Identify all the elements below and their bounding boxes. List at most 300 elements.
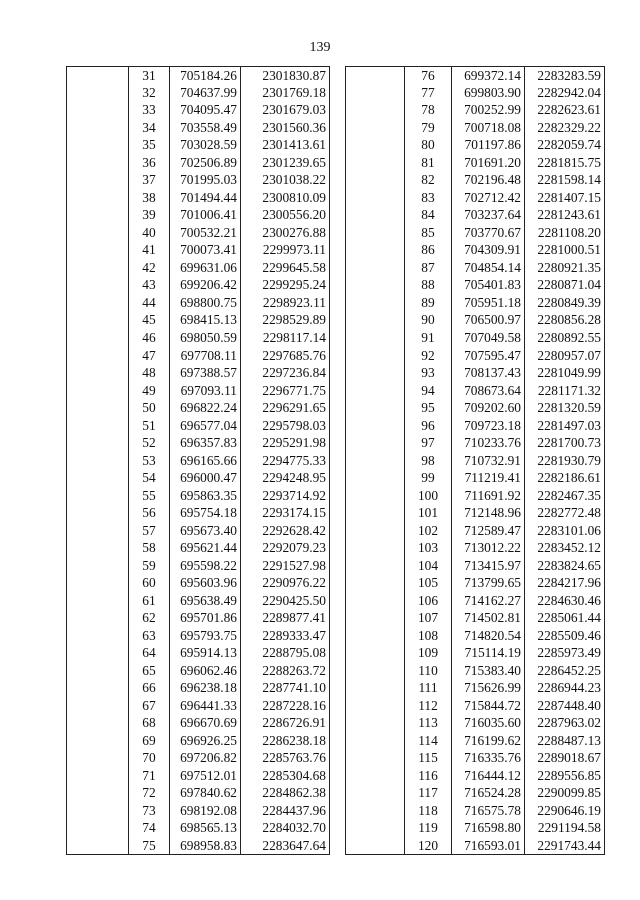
right-point-id: 95 <box>421 400 435 416</box>
left-y-coordinate: 2288795.08 <box>241 645 330 663</box>
left-y-coordinate: 2284437.96 <box>241 802 330 820</box>
right-empty-cell <box>346 207 405 225</box>
right-x-coordinate: 705951.18 <box>452 294 525 312</box>
right-x-coordinate: 711691.92 <box>452 487 525 505</box>
left-x-coordinate: 698050.59 <box>170 329 241 347</box>
right-point-id: 84 <box>421 207 435 223</box>
right-y-coordinate: 2291194.58 <box>525 820 605 838</box>
right-point-id: 120 <box>405 837 452 855</box>
right-y-coordinate: 2282329.22 <box>525 119 605 137</box>
right-empty-cell <box>346 627 405 645</box>
right-empty-cell <box>346 469 405 487</box>
table-row <box>67 294 605 312</box>
left-y-coordinate: 2286726.91 <box>241 715 330 733</box>
left-x-coordinate: 701995.03 <box>170 172 241 190</box>
right-empty-cell <box>346 609 405 627</box>
left-point-id: 64 <box>142 645 156 661</box>
column-gap <box>330 102 346 120</box>
column-gap <box>330 539 346 557</box>
column-gap <box>330 417 346 435</box>
coordinate-table-body <box>67 67 605 855</box>
right-point-id: 90 <box>421 312 435 328</box>
column-gap <box>330 557 346 575</box>
right-empty-cell <box>346 382 405 400</box>
table-row <box>67 329 605 347</box>
table-row <box>67 539 605 557</box>
left-empty-cell <box>67 732 129 750</box>
table-row <box>67 732 605 750</box>
coordinate-table <box>66 66 605 855</box>
left-y-coordinate: 2300276.88 <box>241 224 330 242</box>
right-point-id: 114 <box>418 732 438 748</box>
table-row <box>67 697 605 715</box>
table-row <box>67 154 605 172</box>
left-x-coordinate: 696000.47 <box>170 469 241 487</box>
left-x-coordinate: 696062.46 <box>170 662 241 680</box>
column-gap <box>330 785 346 803</box>
right-empty-cell <box>346 680 405 698</box>
table-row <box>67 347 605 365</box>
right-point-id: 97 <box>421 435 435 451</box>
right-x-coordinate: 708137.43 <box>452 364 525 382</box>
left-point-id: 38 <box>142 189 156 205</box>
column-gap <box>330 522 346 540</box>
left-point-id: 54 <box>142 470 156 486</box>
table-row <box>67 259 605 277</box>
left-x-coordinate: 698192.08 <box>170 802 241 820</box>
left-empty-cell <box>67 382 129 400</box>
left-empty-cell <box>67 539 129 557</box>
table-row <box>67 767 605 785</box>
left-y-coordinate: 2293714.92 <box>241 487 330 505</box>
left-y-coordinate: 2290976.22 <box>241 574 330 592</box>
left-x-coordinate: 696441.33 <box>170 697 241 715</box>
right-point-id: 77 <box>421 84 435 100</box>
column-gap <box>330 347 346 365</box>
left-point-id: 32 <box>142 84 156 100</box>
right-x-coordinate: 713012.22 <box>452 539 525 557</box>
left-empty-cell <box>67 592 129 610</box>
table-row <box>67 312 605 330</box>
right-empty-cell <box>346 242 405 260</box>
right-x-coordinate: 701691.20 <box>452 154 525 172</box>
right-empty-cell <box>346 750 405 768</box>
left-x-coordinate: 703558.49 <box>170 119 241 137</box>
left-point-id: 44 <box>142 294 156 310</box>
left-point-id: 63 <box>142 627 156 643</box>
right-y-coordinate: 2282942.04 <box>525 84 605 102</box>
table-row <box>67 680 605 698</box>
left-point-id: 37 <box>142 172 156 188</box>
left-x-coordinate: 697840.62 <box>170 785 241 803</box>
right-x-coordinate: 709723.18 <box>452 417 525 435</box>
left-y-coordinate: 2289333.47 <box>241 627 330 645</box>
left-x-coordinate: 696926.25 <box>170 732 241 750</box>
right-x-coordinate: 701197.86 <box>452 137 525 155</box>
column-gap <box>330 364 346 382</box>
table-row <box>67 207 605 225</box>
left-empty-cell <box>67 697 129 715</box>
left-point-id: 66 <box>142 680 156 696</box>
right-x-coordinate: 715626.99 <box>452 680 525 698</box>
left-empty-cell <box>67 645 129 663</box>
right-point-id: 78 <box>421 102 435 118</box>
left-x-coordinate: 695673.40 <box>170 522 241 540</box>
right-x-coordinate: 710732.91 <box>452 452 525 470</box>
right-point-id: 91 <box>421 329 435 345</box>
right-x-coordinate: 716524.28 <box>452 785 525 803</box>
left-y-coordinate: 2298923.11 <box>241 294 330 312</box>
right-x-coordinate: 699803.90 <box>452 84 525 102</box>
left-point-id: 33 <box>142 102 156 118</box>
right-y-coordinate: 2283824.65 <box>525 557 605 575</box>
table-row <box>67 469 605 487</box>
right-empty-cell <box>346 172 405 190</box>
right-point-id: 111 <box>418 680 438 696</box>
right-x-coordinate: 712589.47 <box>452 522 525 540</box>
left-y-coordinate: 2301679.03 <box>241 102 330 120</box>
left-point-id: 69 <box>142 732 156 748</box>
left-empty-cell <box>67 347 129 365</box>
right-point-id: 82 <box>421 172 435 188</box>
left-y-coordinate: 2299295.24 <box>241 277 330 295</box>
right-point-id: 83 <box>421 189 435 205</box>
table-row <box>67 609 605 627</box>
left-x-coordinate: 695754.18 <box>170 504 241 522</box>
right-empty-cell <box>346 557 405 575</box>
left-point-id: 59 <box>142 557 156 573</box>
left-point-id: 71 <box>142 767 156 783</box>
left-y-coordinate: 2292628.42 <box>241 522 330 540</box>
right-y-coordinate: 2281497.03 <box>525 417 605 435</box>
column-gap <box>330 119 346 137</box>
right-x-coordinate: 714502.81 <box>452 609 525 627</box>
right-y-coordinate: 2281930.79 <box>525 452 605 470</box>
left-x-coordinate: 695603.96 <box>170 574 241 592</box>
table-row <box>67 224 605 242</box>
left-x-coordinate: 700532.21 <box>170 224 241 242</box>
right-y-coordinate: 2280871.04 <box>525 277 605 295</box>
right-y-coordinate: 2280892.55 <box>525 329 605 347</box>
column-gap <box>330 802 346 820</box>
right-x-coordinate: 704854.14 <box>452 259 525 277</box>
right-point-id: 110 <box>418 662 438 678</box>
right-empty-cell <box>346 662 405 680</box>
right-empty-cell <box>346 224 405 242</box>
left-empty-cell <box>67 574 129 592</box>
left-empty-cell <box>67 417 129 435</box>
column-gap <box>330 434 346 452</box>
right-point-id: 89 <box>421 294 435 310</box>
right-point-id: 100 <box>417 487 439 503</box>
column-gap <box>330 592 346 610</box>
column-gap <box>330 399 346 417</box>
right-x-coordinate: 707049.58 <box>452 329 525 347</box>
left-y-coordinate: 2301239.65 <box>241 154 330 172</box>
table-row <box>67 785 605 803</box>
left-x-coordinate: 698415.13 <box>170 312 241 330</box>
column-gap <box>330 487 346 505</box>
right-y-coordinate: 2281320.59 <box>525 399 605 417</box>
left-x-coordinate: 705184.26 <box>170 67 241 85</box>
left-x-coordinate: 696577.04 <box>170 417 241 435</box>
left-y-coordinate: 2295291.98 <box>241 434 330 452</box>
left-y-coordinate: 2299973.11 <box>241 242 330 260</box>
left-empty-cell <box>67 399 129 417</box>
left-x-coordinate: 699631.06 <box>170 259 241 277</box>
column-gap <box>330 259 346 277</box>
left-y-coordinate: 2287741.10 <box>241 680 330 698</box>
left-x-coordinate: 697388.57 <box>170 364 241 382</box>
right-empty-cell <box>346 715 405 733</box>
right-y-coordinate: 2282467.35 <box>525 487 605 505</box>
right-x-coordinate: 709202.60 <box>452 399 525 417</box>
left-empty-cell <box>67 364 129 382</box>
right-empty-cell <box>346 504 405 522</box>
right-empty-cell <box>346 645 405 663</box>
column-gap <box>330 469 346 487</box>
left-empty-cell <box>67 312 129 330</box>
right-y-coordinate: 2287963.02 <box>525 715 605 733</box>
table-row <box>67 277 605 295</box>
left-empty-cell <box>67 802 129 820</box>
left-x-coordinate: 701006.41 <box>170 207 241 225</box>
left-x-coordinate: 701494.44 <box>170 189 241 207</box>
right-x-coordinate: 714820.54 <box>452 627 525 645</box>
right-y-coordinate: 2281700.73 <box>525 434 605 452</box>
right-x-coordinate: 716598.80 <box>452 820 525 838</box>
right-point-id: 116 <box>418 767 438 783</box>
right-y-coordinate: 2286944.23 <box>525 680 605 698</box>
left-point-id: 35 <box>142 137 156 153</box>
left-x-coordinate: 698565.13 <box>170 820 241 838</box>
right-point-id: 107 <box>417 610 439 626</box>
left-y-coordinate: 2301830.87 <box>241 67 330 85</box>
left-y-coordinate: 2296291.65 <box>241 399 330 417</box>
right-x-coordinate: 715383.40 <box>452 662 525 680</box>
left-point-id: 52 <box>142 435 156 451</box>
right-empty-cell <box>346 837 405 855</box>
left-x-coordinate: 695638.49 <box>170 592 241 610</box>
right-point-id: 98 <box>421 452 435 468</box>
table-row <box>67 522 605 540</box>
table-row <box>67 137 605 155</box>
right-y-coordinate: 2283452.12 <box>525 539 605 557</box>
page-number: 139 <box>309 40 331 55</box>
right-y-coordinate: 2281815.75 <box>525 154 605 172</box>
right-y-coordinate: 2282186.61 <box>525 469 605 487</box>
left-empty-cell <box>67 680 129 698</box>
left-empty-cell <box>67 820 129 838</box>
left-x-coordinate: 696670.69 <box>170 715 241 733</box>
left-point-id: 61 <box>142 592 156 608</box>
table-row <box>67 189 605 207</box>
right-x-coordinate: 702712.42 <box>452 189 525 207</box>
left-y-coordinate: 2295798.03 <box>241 417 330 435</box>
column-gap <box>330 154 346 172</box>
left-empty-cell <box>67 487 129 505</box>
left-x-coordinate: 700073.41 <box>170 242 241 260</box>
left-empty-cell <box>67 224 129 242</box>
right-y-coordinate: 2281108.20 <box>525 224 605 242</box>
left-point-id: 55 <box>142 487 156 503</box>
right-point-id: 92 <box>421 347 435 363</box>
right-x-coordinate: 700252.99 <box>452 102 525 120</box>
right-empty-cell <box>346 154 405 172</box>
left-y-coordinate: 2301560.36 <box>241 119 330 137</box>
right-y-coordinate: 2290646.19 <box>525 802 605 820</box>
right-empty-cell <box>346 592 405 610</box>
left-y-coordinate: 2290425.50 <box>241 592 330 610</box>
right-y-coordinate: 2280856.28 <box>525 312 605 330</box>
table-row <box>67 837 605 855</box>
left-empty-cell <box>67 452 129 470</box>
column-gap <box>330 277 346 295</box>
right-y-coordinate: 2280849.39 <box>525 294 605 312</box>
right-x-coordinate: 703770.67 <box>452 224 525 242</box>
left-point-id: 53 <box>142 452 156 468</box>
left-y-coordinate: 2301038.22 <box>241 172 330 190</box>
column-gap <box>330 84 346 102</box>
left-empty-cell <box>67 715 129 733</box>
left-y-coordinate: 2288263.72 <box>241 662 330 680</box>
table-row <box>67 452 605 470</box>
right-y-coordinate: 2285509.46 <box>525 627 605 645</box>
right-point-id: 118 <box>418 802 438 818</box>
right-empty-cell <box>346 329 405 347</box>
right-point-id: 117 <box>418 785 438 801</box>
left-y-coordinate: 2291527.98 <box>241 557 330 575</box>
right-x-coordinate: 712148.96 <box>452 504 525 522</box>
right-x-coordinate: 703237.64 <box>452 207 525 225</box>
right-point-id: 113 <box>418 715 438 731</box>
left-empty-cell <box>67 837 129 855</box>
left-y-coordinate: 2294248.95 <box>241 469 330 487</box>
left-x-coordinate: 695701.86 <box>170 609 241 627</box>
right-point-id: 99 <box>421 470 435 486</box>
column-gap <box>330 312 346 330</box>
right-empty-cell <box>346 767 405 785</box>
table-row <box>67 627 605 645</box>
left-point-id: 60 <box>142 575 156 591</box>
right-point-id: 96 <box>421 417 435 433</box>
right-point-id: 85 <box>421 224 435 240</box>
right-x-coordinate: 713799.65 <box>452 574 525 592</box>
column-gap <box>330 837 346 855</box>
left-empty-cell <box>67 119 129 137</box>
right-empty-cell <box>346 434 405 452</box>
right-empty-cell <box>346 539 405 557</box>
table-row <box>67 504 605 522</box>
left-point-id: 75 <box>129 837 170 855</box>
right-x-coordinate: 705401.83 <box>452 277 525 295</box>
left-x-coordinate: 697206.82 <box>170 750 241 768</box>
right-point-id: 106 <box>417 592 439 608</box>
right-y-coordinate: 2281171.32 <box>525 382 605 400</box>
left-y-coordinate: 2285763.76 <box>241 750 330 768</box>
right-point-id: 80 <box>421 137 435 153</box>
table-row <box>67 487 605 505</box>
column-gap <box>330 574 346 592</box>
left-x-coordinate: 704095.47 <box>170 102 241 120</box>
left-point-id: 70 <box>142 750 156 766</box>
left-empty-cell <box>67 329 129 347</box>
left-y-coordinate: 2283647.64 <box>241 837 330 855</box>
table-row <box>67 364 605 382</box>
right-y-coordinate: 2282772.48 <box>525 504 605 522</box>
left-point-id: 47 <box>142 347 156 363</box>
right-y-coordinate: 2283283.59 <box>525 67 605 85</box>
right-empty-cell <box>346 67 405 85</box>
right-y-coordinate: 2284630.46 <box>525 592 605 610</box>
left-x-coordinate: 699206.42 <box>170 277 241 295</box>
right-x-coordinate: 716335.76 <box>452 750 525 768</box>
left-y-coordinate: 2284032.70 <box>241 820 330 838</box>
left-y-coordinate: 2294775.33 <box>241 452 330 470</box>
left-point-id: 36 <box>142 154 156 170</box>
right-y-coordinate: 2289556.85 <box>525 767 605 785</box>
left-point-id: 34 <box>142 119 156 135</box>
right-x-coordinate: 699372.14 <box>452 67 525 85</box>
table-row <box>67 662 605 680</box>
left-point-id: 40 <box>142 224 156 240</box>
right-empty-cell <box>346 487 405 505</box>
left-point-id: 49 <box>142 382 156 398</box>
right-x-coordinate: 714162.27 <box>452 592 525 610</box>
right-x-coordinate: 700718.08 <box>452 119 525 137</box>
right-y-coordinate: 2281243.61 <box>525 207 605 225</box>
table-row <box>67 399 605 417</box>
left-empty-cell <box>67 189 129 207</box>
column-gap <box>330 697 346 715</box>
left-point-id: 41 <box>142 242 156 258</box>
right-y-coordinate: 2284217.96 <box>525 574 605 592</box>
right-empty-cell <box>346 452 405 470</box>
left-y-coordinate: 2298529.89 <box>241 312 330 330</box>
right-empty-cell <box>346 277 405 295</box>
column-gap <box>330 680 346 698</box>
right-y-coordinate: 2282623.61 <box>525 102 605 120</box>
left-point-id: 48 <box>142 365 156 381</box>
left-point-id: 62 <box>142 610 156 626</box>
column-gap <box>330 189 346 207</box>
right-x-coordinate: 713415.97 <box>452 557 525 575</box>
right-y-coordinate: 2280921.35 <box>525 259 605 277</box>
right-empty-cell <box>346 574 405 592</box>
right-x-coordinate: 711219.41 <box>452 469 525 487</box>
right-x-coordinate: 704309.91 <box>452 242 525 260</box>
right-empty-cell <box>346 820 405 838</box>
right-point-id: 76 <box>405 67 452 85</box>
right-point-id: 105 <box>417 575 439 591</box>
column-gap <box>330 329 346 347</box>
right-empty-cell <box>346 522 405 540</box>
left-empty-cell <box>67 154 129 172</box>
left-y-coordinate: 2284862.38 <box>241 785 330 803</box>
right-y-coordinate: 2282059.74 <box>525 137 605 155</box>
left-empty-cell <box>67 609 129 627</box>
left-x-coordinate: 695621.44 <box>170 539 241 557</box>
left-y-coordinate: 2300556.20 <box>241 207 330 225</box>
right-y-coordinate: 2285061.44 <box>525 609 605 627</box>
right-empty-cell <box>346 785 405 803</box>
left-x-coordinate: 695598.22 <box>170 557 241 575</box>
left-x-coordinate: 698800.75 <box>170 294 241 312</box>
column-gap <box>330 224 346 242</box>
left-x-coordinate: 695914.13 <box>170 645 241 663</box>
right-point-id: 112 <box>418 697 438 713</box>
table-row <box>67 750 605 768</box>
